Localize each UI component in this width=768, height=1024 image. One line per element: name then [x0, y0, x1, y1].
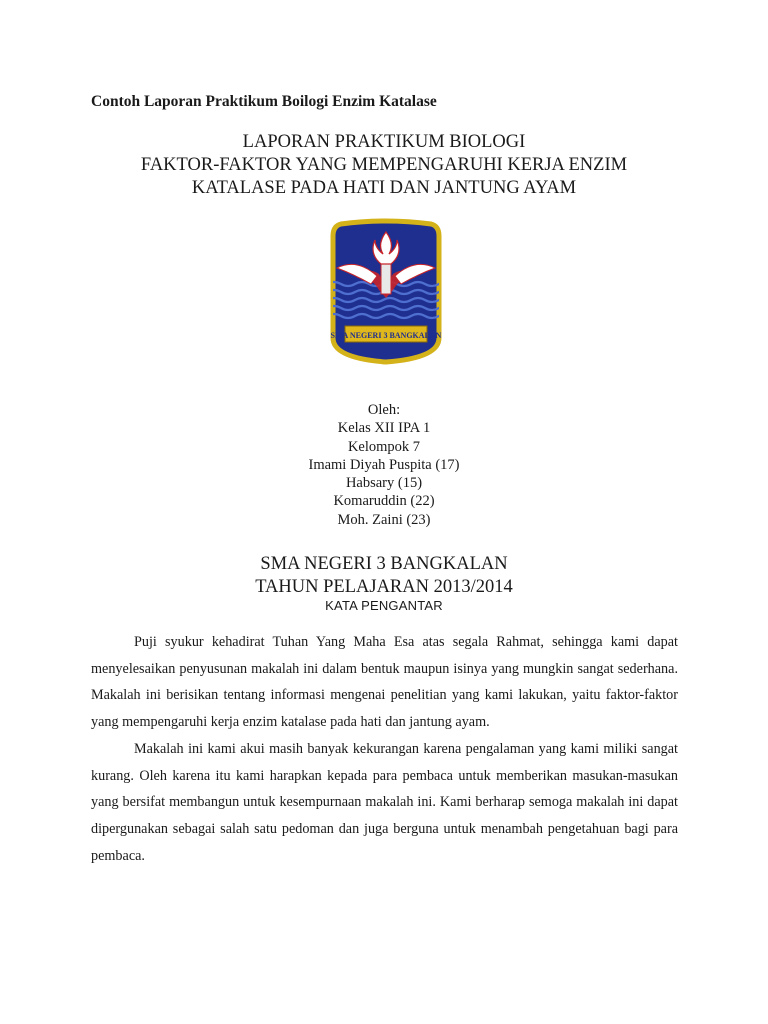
- report-title-line: LAPORAN PRAKTIKUM BIOLOGI: [242, 132, 526, 152]
- preface-paragraph: Makalah ini kami akui masih banyak kekurangan karena pengalaman yang kami miliki sangat kurang. Oleh karena itu kami harapkan kepada para pembaca untuk memberikan masukan-masukan yang bersifat membangun untuk kesempurnaan makalah ini. Kami berharap semoga makalah ini dapat dipergunakan sebagai salah satu pedoman dan juga berguna untuk menambah pengetahuan bagi para pembaca.: [91, 740, 678, 864]
- school-name: SMA NEGERI 3 BANGKALAN: [260, 554, 508, 574]
- report-title-line: KATALASE PADA HATI DAN JANTUNG AYAM: [191, 178, 577, 198]
- document-heading: Contoh Laporan Praktikum Boilogi Enzim Katalase: [91, 93, 437, 110]
- report-title-line: FAKTOR-FAKTOR YANG MEMPENGARUHI KERJA ENZIM: [140, 155, 628, 175]
- school-emblem-icon: [327, 218, 445, 366]
- by-label: Oleh:: [367, 402, 401, 418]
- school-year: TAHUN PELAJARAN 2013/2014: [255, 577, 513, 597]
- preface-title: KATA PENGANTAR: [325, 598, 443, 613]
- member-name: Moh. Zaini (23): [337, 511, 431, 528]
- emblem-text: SMA NEGERI 3 BANGKALAN: [330, 331, 442, 340]
- report-title: [0, 131, 768, 200]
- preface-paragraph: Puji syukur kehadirat Tuhan Yang Maha Esa atas segala Rahmat, sehingga kami dapat menyelesaikan penyusunan makalah ini dalam bentuk maupun isinya yang mungkin sangat sederhana. Makalah ini berisikan tentang informasi mengenai penelitian yang kami lakukan, yaitu faktor-faktor yang mempengaruhi kerja enzim katalase pada hati dan jantung ayam.: [91, 634, 678, 731]
- member-name: Habsary (15): [345, 475, 423, 492]
- author-list: [0, 401, 768, 529]
- group-label: Kelompok 7: [347, 438, 421, 455]
- class-label: Kelas XII IPA 1: [337, 420, 431, 437]
- school-info: [0, 553, 768, 599]
- member-name: Komaruddin (22): [333, 493, 435, 510]
- preface-body: [91, 629, 678, 869]
- member-name: Imami Diyah Puspita (17): [308, 456, 460, 473]
